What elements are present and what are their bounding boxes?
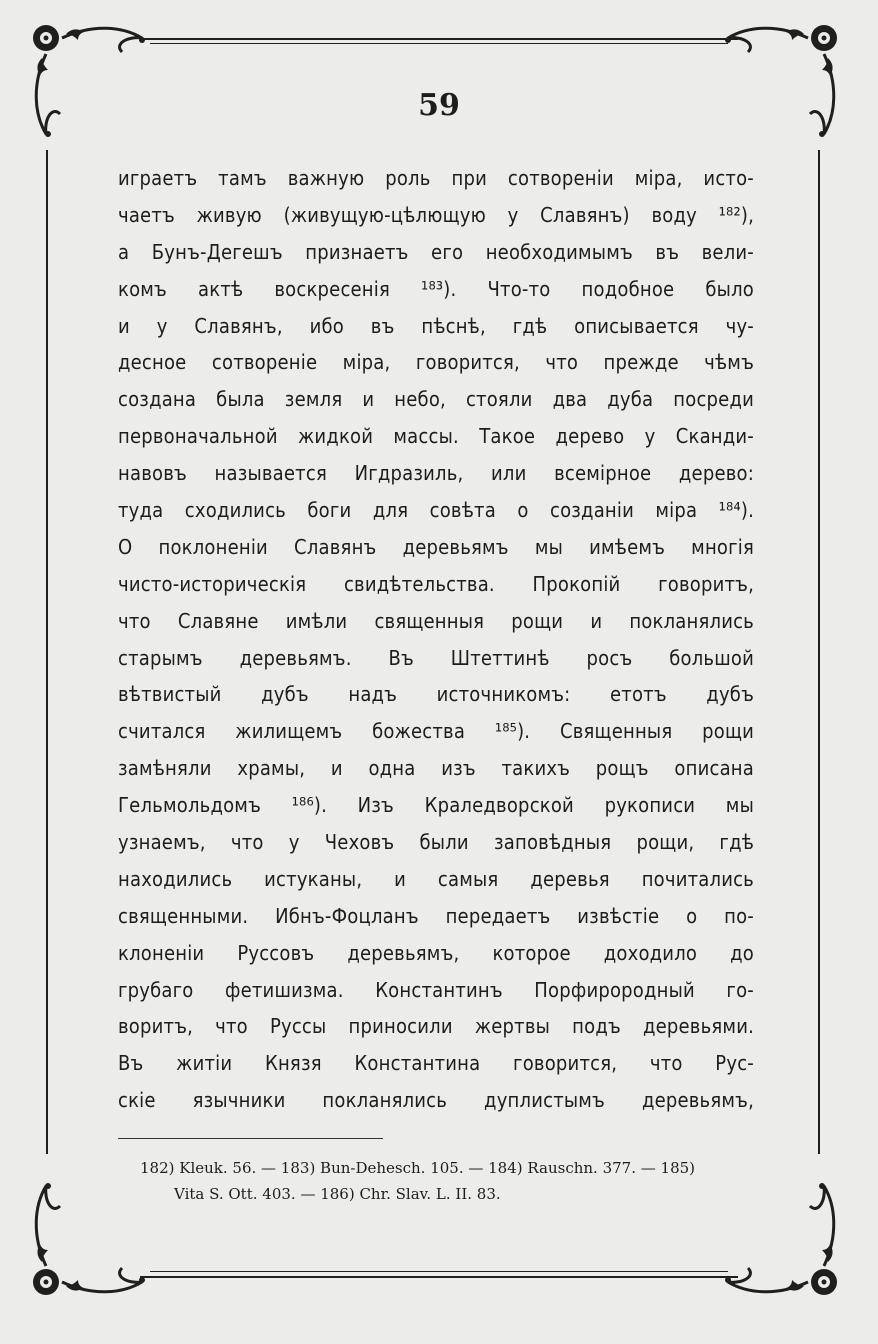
- text-line: клоненiи Руссовъ деревьямъ, которое доходило до: [118, 940, 754, 965]
- text-line: и у Славянъ, ибо въ пѣснѣ, гдѣ описывается чу-: [118, 313, 754, 338]
- text-line: узнаемъ, что у Чеховъ были заповѣдныя рощи, гдѣ: [118, 830, 754, 855]
- page-number: 59: [418, 88, 460, 123]
- text-line: грубаго фетишизма. Константинъ Порфирородный го-: [118, 977, 754, 1002]
- border-rule-right: [818, 150, 820, 1154]
- footnote-line: Vita S. Ott. 403. — 186) Chr. Slav. L. II. 83.: [174, 1185, 501, 1203]
- footnote-line: 182) Kleuk. 56. — 183) Bun-Dehesch. 105. — 184) Rauschn. 377. — 185): [140, 1159, 696, 1177]
- text-line: первоначальной жидкой массы. Такое дерево у Сканди-: [118, 424, 754, 449]
- text-line: Въ житiи Князя Константина говорится, что Рус-: [118, 1051, 754, 1076]
- text-line: а Бунъ-Дегешъ признаетъ его необходимымъ въ вели-: [118, 239, 754, 264]
- text-line: находились истуканы, и самыя деревья почитались: [118, 866, 754, 891]
- text-line: священными. Ибнъ-Фоцланъ передаетъ извѣстiе о по-: [118, 903, 754, 928]
- text-line: создана была земля и небо, стояли два дуба посреди: [118, 387, 754, 412]
- text-line: комъ актѣ воскресенiя ¹⁸³). Что-то подобное было: [118, 276, 754, 301]
- text-line: десное сотворенiе мiра, говорится, что прежде чѣмъ: [118, 350, 754, 375]
- border-rule-top-inner: [150, 43, 728, 44]
- footnotes: [140, 1155, 760, 1207]
- text-line: считался жилищемъ божества ¹⁸⁵). Священныя рощи: [118, 719, 754, 744]
- text-line: вѣтвистый дубъ надъ источникомъ: етотъ дубъ: [118, 682, 754, 707]
- text-line: чаетъ живую (живущую-цѣлющую у Славянъ) воду ¹⁸²),: [118, 202, 754, 227]
- border-rule-left: [46, 150, 48, 1154]
- body-text: [118, 160, 754, 1119]
- border-rule-top: [140, 38, 738, 40]
- text-line: Гельмольдомъ ¹⁸⁶). Изъ Краледворской рукописи мы: [118, 793, 754, 818]
- text-line: скiе язычники покланялись дуплистымъ деревьямъ,: [118, 1088, 754, 1113]
- text-line: чисто-историческiя свидѣтельства. Прокопiй говоритъ,: [118, 571, 754, 596]
- footnote-divider: [118, 1138, 383, 1139]
- text-line: что Славяне имѣли священныя рощи и покланялись: [118, 608, 754, 633]
- text-line: туда сходились боги для совѣта о созданiи мiра ¹⁸⁴).: [118, 498, 754, 523]
- text-line: навовъ называется Игдразиль, или всемiрное дерево:: [118, 461, 754, 486]
- text-line: старымъ деревьямъ. Въ Штеттинѣ росъ большой: [118, 645, 754, 670]
- text-line: замѣняли храмы, и одна изъ такихъ рощъ описана: [118, 756, 754, 781]
- text-line: воритъ, что Руссы приносили жертвы подъ деревьями.: [118, 1014, 754, 1039]
- border-rule-bottom-inner: [150, 1271, 728, 1272]
- text-line: играетъ тамъ важную роль при сотворенiи мiра, исто-: [118, 166, 754, 190]
- border-rule-bottom: [140, 1276, 738, 1278]
- text-line: О поклоненiи Славянъ деревьямъ мы имѣемъ многiя: [118, 534, 754, 559]
